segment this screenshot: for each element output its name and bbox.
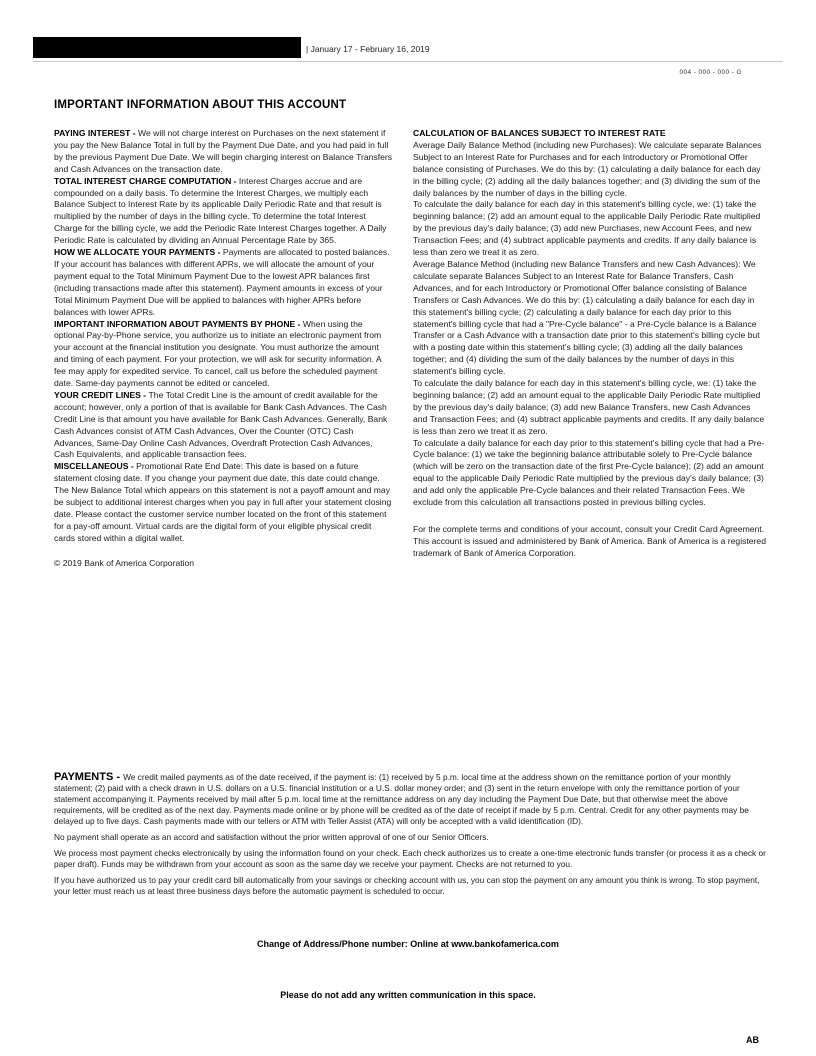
section-how-we-allocate-your-payments	[54, 247, 394, 318]
section-label: MISCELLANEOUS -	[54, 461, 137, 472]
payments-intro	[54, 772, 766, 827]
left-column	[54, 128, 394, 570]
address-change-note: Change of Address/Phone number: Online at www.bankofamerica.com	[257, 939, 559, 949]
section-payments-by-phone	[54, 319, 394, 390]
copyright-notice: © 2019 Bank of America Corporation	[54, 557, 195, 568]
redacted-account-bar	[33, 37, 301, 58]
section-text: We will not charge interest on Purchases on the next statement if you pay the New Balance Total in full by the Payment Due Date, and you had paid in full by the previous Payment Due Date. We will begin charging interest on Balance Transfers and Cash Advances on the transaction date.	[54, 128, 393, 174]
section-label: HOW WE ALLOCATE YOUR PAYMENTS -	[54, 247, 223, 258]
calculation-paragraph: To calculate the daily balance for each day in this statement's billing cycle, we: (1) take the beginning balance; (2) add an amount equal to the applicable Daily Periodic Rate multiplied by the previous day's daily balance; (3) add new Purchases, new Account Fees, and new Transaction Fees; and (4) subtract applicable payments and credits. If any daily balance is less than zero we treat it as zero.	[413, 199, 761, 258]
header-divider	[33, 61, 783, 62]
section-total-interest-charge-computation	[54, 176, 394, 247]
section-calculation-of-balances-heading: CALCULATION OF BALANCES SUBJECT TO INTEREST RATE	[413, 128, 666, 138]
statement-period: | January 17 - February 16, 2019	[306, 44, 430, 54]
section-your-credit-lines	[54, 390, 394, 461]
section-miscellaneous	[54, 461, 394, 544]
section-label: YOUR CREDIT LINES -	[54, 389, 149, 400]
section-text: Payments are allocated to posted balances. If your account has balances with different APRs, we will allocate the amount of your payment equal to the Total Minimum Payment Due to the lowest APR balances first (including transactions made after this statement). Payment amounts in excess of your Total Minimum Payment Due will be applied to balances with higher APRs before balances with lower APRs.	[54, 247, 390, 317]
payments-intro-text: We credit mailed payments as of the date received, if the payment is: (1) received by 5 p.m. local time at the address shown on the remittance portion of your monthly statement; (2) paid with a check drawn in U.S. dollars on a U.S. financial institution or a U.S. dollar money order; and (3) sent in the return envelope with only the remittance portion of your statement accompanying it. Payments received by mail after 5 p.m. local time at the remittance address on any day including the Payment Due Date, but that otherwise meet the above requirements, will be credited as of the next day. Payments made online or by phone will be credited as of the date of receipt if made by 5 p.m. Central. Credit for any other payments may be delayed up to five days. Cash payments made with our tellers or ATM with Teller Assist (ATA) will only be accepted with a valid identification (ID).	[54, 772, 749, 826]
terms-columns	[54, 128, 766, 570]
complete-terms-note: For the complete terms and conditions of your account, consult your Credit Card Agreement. This account is issued and administered by Bank of America. Bank of America is a registered trademark of Bank of America Corporation.	[413, 524, 766, 558]
section-text: Interest Charges accrue and are compounded on a daily basis. To determine the Interest Charges, we multiply each Balance Subject to Interest Rate by its applicable Daily Periodic Rate and that result is multiplied by the number of days in the billing cycle. To determine the total Interest Charge for the billing cycle, we add the Periodic Rate Interest Charges together. A Daily Periodic Rate is calculated by dividing an Annual Percentage Rate by 365.	[54, 175, 387, 246]
page-title: IMPORTANT INFORMATION ABOUT THIS ACCOUNT	[54, 99, 347, 111]
page-code: AB	[746, 1035, 759, 1045]
calculation-paragraph: Average Daily Balance Method (including new Purchases): We calculate separate Balances Subject to an Interest Rate for Purchases and for each Introductory or Promotional Offer balance consisting of Purchases. We do this by: (1) calculating a daily balance for each day in the billing cycle; (2) adding all the daily balances together; and (3) dividing the sum of the daily balances by the number of days in the billing cycle.	[413, 139, 762, 198]
section-text: Promotional Rate End Date: This date is based on a future statement closing date. If you change your payment due date, this date could change. The New Balance Total which appears on this statement is not a payoff amount and may be subject to additional interest charges when you pay in full after your statement closing date. Please contact the customer service number located on the front of this statement for a pay-off amount. Virtual cards are the digital form of your eligible physical credit cards stored within a digital wallet.	[54, 461, 392, 543]
section-paying-interest	[54, 128, 394, 176]
no-written-communication-note: Please do not add any written communication in this space.	[280, 990, 536, 1000]
section-text: The Total Credit Line is the amount of credit available for the account; however, only a portion of that is available for Bank Cash Advances. The Cash Credit Line is that amount you have available for Bank Cash Advances. Generally, Bank Cash Advances consist of ATM Cash Advances, Over the Counter (OTC) Cash Advances, Same-Day Online Cash Advances, Overdraft Protection Cash Advances, Cash Equivalents, and applicable transaction fees.	[54, 389, 388, 460]
right-column	[413, 128, 766, 570]
electronic-check-processing-note: We process most payment checks electronically by using the information found on your check. Each check authorizes us to create a one-time electronic funds transfer (or process it as a check or paper draft). Funds may be withdrawn from your account as soon as the same day we receive your payment. Checks are not returned to you.	[54, 848, 766, 869]
calculation-paragraph: To calculate the daily balance for each day in this statement's billing cycle, we: (1) take the beginning balance; (2) add an amount equal to the applicable Daily Periodic Rate multiplied by the previous day's daily balance; (3) add new Balance Transfers, new Cash Advances and Transaction Fees; and (4) subtract applicable payments and credits. If any daily balance is less than zero we treat it as zero.	[413, 378, 765, 436]
calculation-paragraph: To calculate a daily balance for each day prior to this statement's billing cycle that had a Pre-Cycle balance: (1) we take the beginning balance attributable solely to Pre-Cycle balance (which will be zero on the transaction date of the first Pre-Cycle balance); (2) add an amount equal to the applicable Daily Periodic Rate multiplied by the previous day's daily balance; (3) and add only the applicable Pre-Cycle balances and their related Transaction Fees. We exclude from this calculation all transactions posted in previous billing cycles.	[413, 437, 765, 508]
payments-section	[54, 772, 766, 902]
calculation-paragraph: Average Balance Method (including new Balance Transfers and new Cash Advances): We calculate separate Balances Subject to an Interest Rate for Balance Transfers, Cash Advances, and for each Introductory or Promotional Offer balance consisting of Balance Transfers or Cash Advances. We do this by: (1) calculating a daily balance for each day in this statement's billing cycle; (2) calculating a daily balance for each day prior to this statement's billing cycle that had a "Pre-Cycle balance" - a Pre-Cycle balance is a Balance Transfer or a Cash Advance with a transaction date prior to this statement's billing cycle but with a posting date within this statement's billing cycle; (3) adding all the daily balances together; and (4) dividing the sum of the daily balances by the number of days in this statement's billing cycle.	[413, 258, 760, 377]
section-label: IMPORTANT INFORMATION ABOUT PAYMENTS BY PHONE -	[54, 318, 303, 329]
payments-label: PAYMENTS -	[54, 771, 124, 783]
section-text: When using the optional Pay-by-Phone service, you authorize us to initiate an electronic payment from your account at the financial institution you designate. You must authorize the amount and timing of each payment. For your protection, we will ask for security information. A fee may apply for expedited service. To cancel, call us before the scheduled payment date. Same-day payments cannot be edited or canceled.	[54, 318, 382, 389]
automatic-payment-stop-note: If you have authorized us to pay your credit card bill automatically from your savings or checking account with us, you can stop the payment on any amount you think is wrong. To stop payment, your letter must reach us at least three business days before the automatic payment is scheduled to occur.	[54, 875, 760, 896]
document-code: 004 - 000 - 000 - G	[679, 69, 742, 76]
section-label: PAYING INTEREST -	[54, 128, 139, 138]
no-payment-accord-note: No payment shall operate as an accord and satisfaction without the prior written approval of one of our Senior Officers.	[54, 832, 489, 842]
section-label: TOTAL INTEREST CHARGE COMPUTATION -	[54, 175, 239, 186]
